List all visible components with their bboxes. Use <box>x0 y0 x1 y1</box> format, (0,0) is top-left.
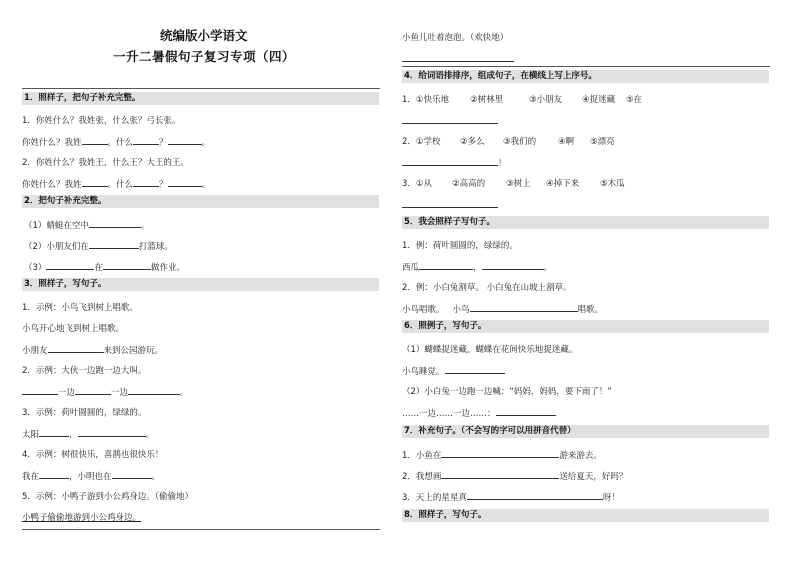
answer-blank[interactable] <box>112 469 152 479</box>
s3-answer-1-text-b: 来到公园游玩。 <box>103 346 164 356</box>
s7-item-1-text-b: 游来游去。 <box>559 451 602 461</box>
section-8-heading: 8．照样子，写句子。 <box>402 509 769 522</box>
s4-q1-answer <box>402 114 498 127</box>
s3-answer-2-text-a: 一边 <box>58 388 76 398</box>
s7-item-3-text-b: 呀！ <box>602 493 620 503</box>
s7-item-1 <box>402 448 602 461</box>
document-title: 统编版小学语文 <box>160 28 248 43</box>
answer-blank[interactable] <box>402 52 514 62</box>
s2-item-3-text-a: （3） <box>24 263 47 273</box>
s3-example-3: 3．示例：荷叶圆圆的，绿绿的。 <box>22 408 147 418</box>
s2-item-3 <box>24 260 185 273</box>
divider <box>402 66 770 67</box>
answer-blank[interactable] <box>168 177 202 187</box>
s3-answer-4: 我在 ，小明也在 。 <box>22 469 160 482</box>
word-option: ⑤木瓜 <box>600 179 625 189</box>
s5-example-2: 2．例：小白兔割草。 小白兔在山坡上割草。 <box>402 283 572 293</box>
exclamation: ！ <box>498 159 507 169</box>
section-3-heading: 3．照样子，写句子。 <box>22 278 379 291</box>
s2-item-2-text-a: （2）小朋友们在 <box>24 242 89 252</box>
answer-blank[interactable] <box>441 448 559 458</box>
s4-q1-options <box>402 93 642 105</box>
s1-answer-1: 你姓什么？我姓 。什么 ？ 。 <box>22 135 210 148</box>
word-option: ④啊 <box>558 137 575 147</box>
divider <box>22 529 380 530</box>
s2-item-1-text: （1）蜻蜓在空中 <box>24 221 89 231</box>
section-5-heading: 5．我会照样子写句子。 <box>402 216 769 229</box>
s7-item-2 <box>402 469 627 482</box>
s3-answer-1-text-a: 小朋友 <box>22 346 48 356</box>
s3-example-4: 4．示例：树很快乐，喜鹊也很快乐！ <box>22 450 164 460</box>
s4-q3-options <box>402 177 625 189</box>
word-option: ②多么 <box>460 137 485 147</box>
answer-blank[interactable] <box>445 364 505 374</box>
document-subtitle: 一升二暑假句子复习专项（四） <box>113 49 296 64</box>
answer-blank[interactable] <box>467 490 603 500</box>
word-option: ②树林里 <box>470 95 504 105</box>
divider <box>22 88 380 89</box>
s5-answer-1-text-b: ， <box>473 263 482 273</box>
answer-blank[interactable] <box>168 135 202 145</box>
s3-answer-3: 太阳 ， 。 <box>22 427 154 440</box>
s3-example-1b: 小鸟开心地飞到树上唱歌。 <box>22 324 125 334</box>
answer-blank[interactable] <box>39 469 69 479</box>
s7-item-3 <box>402 490 620 503</box>
s5-answer-2-text-a: 小鸟唱歌。 <box>402 305 445 315</box>
answer-blank[interactable] <box>133 135 159 145</box>
answer-blank[interactable] <box>482 260 544 270</box>
s1-answer-1-text-a: 你姓什么？我姓 <box>22 138 82 148</box>
s6-answer-2 <box>402 406 556 419</box>
word-option: ③我们的 <box>503 137 537 147</box>
s4-q3-answer <box>402 198 498 211</box>
answer-blank[interactable] <box>402 114 498 124</box>
s3-answer-4-text-a: 我在 <box>22 472 40 482</box>
s5-answer-2-text-b: 小鸟 <box>452 305 470 315</box>
word-option: ②高高的 <box>452 179 486 189</box>
s6-example-1: （1）蝴蝶捉迷藏。蝴蝶在花间快乐地捉迷藏。 <box>402 345 578 355</box>
s3-example-5b: 小鸭子偷偷地游到小公鸡身边。 <box>22 513 142 523</box>
s4-q2-options <box>402 135 615 147</box>
answer-blank[interactable] <box>103 260 151 270</box>
answer-blank[interactable] <box>496 406 556 416</box>
s2-item-2 <box>24 239 173 252</box>
word-option: ④捉迷藏 <box>582 95 616 105</box>
s3-example-2: 2．示例：大伙一边跑一边大叫。 <box>22 366 147 376</box>
s7-item-2-text-b: 送给夏天，好吗？ <box>559 472 628 482</box>
answer-blank[interactable] <box>128 385 180 395</box>
s3-answer-4-text-b: ，小明也在 <box>69 472 112 482</box>
word-option: 2．①学校 <box>402 137 441 147</box>
s1-answer-1-text-b: 。什么 <box>107 138 134 148</box>
s6-answer-1-text: 小鸟睡觉。 <box>402 367 445 377</box>
s5-example-1: 1．例：荷叶圆圆的，绿绿的。 <box>402 241 518 251</box>
s6-example-2: （2）小白兔一边跑一边喊：“妈妈，妈妈，要下雨了！” <box>402 387 612 397</box>
s1-answer-2-text-a: 你姓什么？我姓 <box>22 180 82 190</box>
word-option: ⑤在 <box>626 95 643 105</box>
word-option: 1．①快乐地 <box>402 95 450 105</box>
s6-answer-1 <box>402 364 505 377</box>
answer-blank[interactable] <box>89 239 139 249</box>
section-1-heading: 1．照样子，把句子补充完整。 <box>22 92 379 105</box>
s2-item-3-text-c: 做作业。 <box>150 263 185 273</box>
right-continuation-blank <box>402 52 514 65</box>
s2-item-1: （1）蜻蜓在空中 。 <box>24 218 149 231</box>
section-2-heading: 2．把句子补充完整。 <box>22 195 379 208</box>
right-continuation: 小鱼儿吐着泡泡。（欢快地） <box>402 33 509 43</box>
answer-blank[interactable] <box>78 427 146 437</box>
answer-blank[interactable] <box>441 469 559 479</box>
answer-blank[interactable] <box>402 198 498 208</box>
answer-blank[interactable] <box>89 218 141 228</box>
section-4-heading: 4．给词语排排序，组成句子，在横线上写上序号。 <box>402 70 769 83</box>
s1-answer-2-text-c: ？ <box>159 180 168 190</box>
word-option: ④掉下来 <box>546 179 580 189</box>
s1-example-2: 2．你姓什么？我姓王，什么王？大王的王。 <box>22 158 189 168</box>
answer-blank[interactable] <box>22 385 58 395</box>
s6-answer-2-text: ……一边……一边……： <box>402 409 496 419</box>
s2-item-2-text-b: 打篮球。 <box>138 242 173 252</box>
s3-example-1: 1．示例：小鸟飞到树上唱歌。 <box>22 303 138 313</box>
s3-answer-3-text-a: 太阳 <box>22 430 40 440</box>
s3-example-5: 5．示例：小鸭子游到小公鸡身边。（偷偷地） <box>22 492 194 502</box>
s4-q2-answer <box>402 156 507 169</box>
answer-blank[interactable] <box>46 260 94 270</box>
section-7-heading: 7．补充句子。（不会写的字可以用拼音代替） <box>402 425 769 438</box>
s7-item-1-text-a: 1．小鱼在 <box>402 451 442 461</box>
s5-answer-1-text-a: 西瓜 <box>402 263 420 273</box>
answer-blank[interactable] <box>470 302 578 312</box>
s1-answer-2-text-b: 。什么 <box>107 180 134 190</box>
s2-item-3-text-b: 在 <box>94 263 103 273</box>
answer-blank[interactable] <box>133 177 159 187</box>
word-option: ③小朋友 <box>529 95 563 105</box>
word-option: ③树上 <box>506 179 531 189</box>
s3-answer-2: 一边 一边 。 <box>22 385 189 398</box>
section-6-heading: 6．照例子，写句子。 <box>402 320 769 333</box>
s1-example-1: 1．你姓什么？我姓张，什么张？弓长张。 <box>22 116 181 126</box>
s3-answer-1 <box>22 343 163 356</box>
answer-blank[interactable] <box>39 427 69 437</box>
answer-blank[interactable] <box>419 260 473 270</box>
answer-blank[interactable] <box>48 343 104 353</box>
s3-answer-3-text-b: ， <box>69 430 78 440</box>
word-option: ⑤漂亮 <box>590 137 615 147</box>
s3-answer-2-text-b: 一边 <box>111 388 129 398</box>
s7-item-2-text-a: 2．我想画 <box>402 472 442 482</box>
s5-answer-2-text-c: 唱歌。 <box>577 305 604 315</box>
s5-answer-2 <box>402 302 603 315</box>
s7-item-3-text-a: 3．天上的星星真 <box>402 493 467 503</box>
s1-answer-1-text-c: ？ <box>159 138 168 148</box>
word-option: 3．①从 <box>402 179 433 189</box>
s5-answer-1: 西瓜 ， 。 <box>402 260 552 273</box>
answer-blank[interactable] <box>82 177 108 187</box>
answer-blank[interactable] <box>402 156 498 166</box>
s1-answer-2: 你姓什么？我姓 。什么 ？ 。 <box>22 177 210 190</box>
answer-blank[interactable] <box>82 135 108 145</box>
answer-blank[interactable] <box>75 385 111 395</box>
